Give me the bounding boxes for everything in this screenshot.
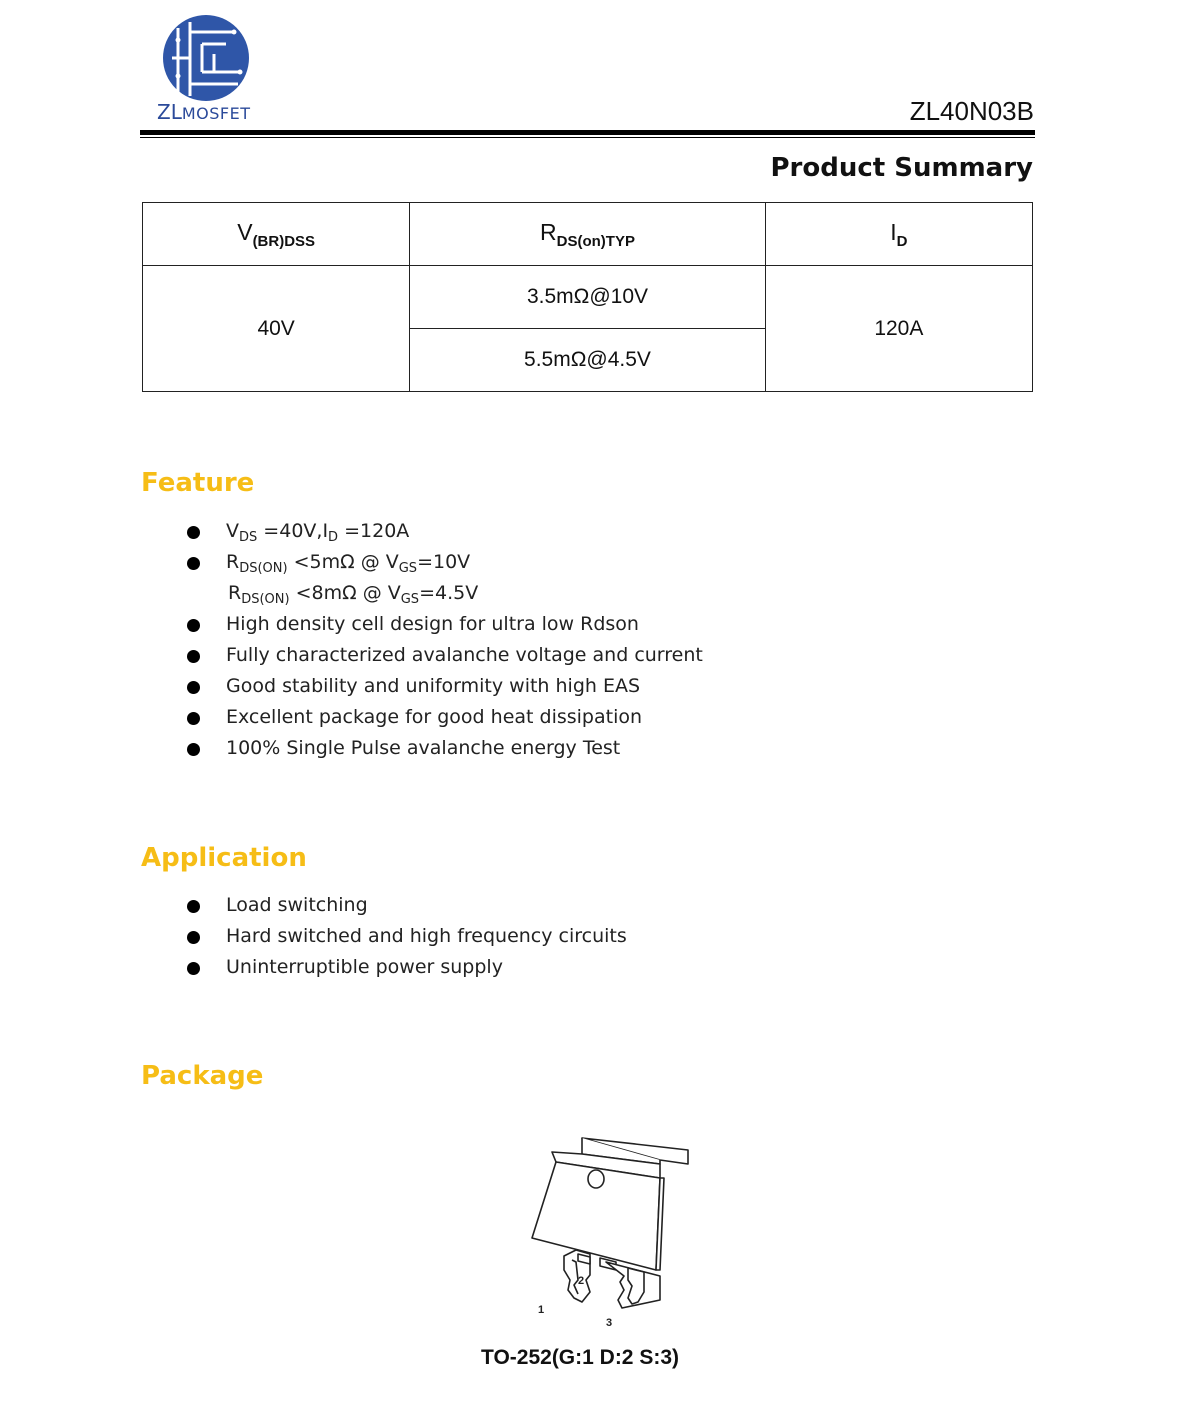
- package-caption: TO-252(G:1 D:2 S:3): [481, 1346, 679, 1369]
- header-rule-thin: [140, 137, 1035, 138]
- pin-2-label: 2: [578, 1275, 585, 1287]
- bullet-icon: [187, 557, 200, 570]
- feature-list: [186, 516, 703, 764]
- cell-rdson-4v5: 5.5mΩ@4.5V: [410, 329, 765, 392]
- logo-wordmark: ZLMOSFET: [157, 100, 251, 124]
- cell-id: 120A: [765, 266, 1032, 392]
- feature-item: Excellent package for good heat dissipation: [186, 702, 703, 733]
- bullet-icon: [187, 743, 200, 756]
- feature-item: $R_{DS(ON)} <5m\Omega$ @ $V_{GS}=10V$: [186, 547, 703, 578]
- to252-package-drawing: [520, 1130, 700, 1335]
- application-list: [186, 890, 627, 983]
- header-rule-thick: [140, 130, 1035, 135]
- application-title: Application: [141, 843, 307, 873]
- bullet-icon: [187, 526, 200, 539]
- bullet-icon: [187, 900, 200, 913]
- bullet-icon: [187, 619, 200, 632]
- feature-item: 100% Single Pulse avalanche energy Test: [186, 733, 703, 764]
- header-rdson: $R_{DS(on)TYP}$: [410, 203, 765, 266]
- package-title: Package: [141, 1061, 264, 1091]
- part-number: ZL40N03B: [909, 96, 1034, 126]
- cell-vbrdss: 40V: [143, 266, 410, 392]
- product-summary-table: [142, 202, 1033, 392]
- bullet-icon: [187, 681, 200, 694]
- bullet-icon: [187, 650, 200, 663]
- feature-item: $V_{DS} =40V,I_D =120A$: [186, 516, 703, 547]
- feature-item: $R_{DS(ON)} <8m\Omega$ @ $V_{GS}=4.5V$: [228, 582, 479, 607]
- application-item: Uninterruptible power supply: [186, 952, 627, 983]
- pin-3-label: 3: [606, 1317, 613, 1329]
- application-item: Load switching: [186, 890, 627, 921]
- pin-1-label: 1: [538, 1304, 545, 1316]
- product-summary-title: Product Summary: [770, 153, 1033, 183]
- feature-item: High density cell design for ultra low Rdson: [186, 609, 703, 640]
- feature-title: Feature: [141, 468, 255, 498]
- bullet-icon: [187, 712, 200, 725]
- application-item: Hard switched and high frequency circuits: [186, 921, 627, 952]
- feature-item: Fully characterized avalanche voltage and current: [186, 640, 703, 671]
- bullet-icon: [187, 962, 200, 975]
- header-vbrdss: $V_{(BR)DSS}$: [143, 203, 410, 266]
- header-id: $I_D$: [765, 203, 1032, 266]
- feature-item: Good stability and uniformity with high EAS: [186, 671, 703, 702]
- cell-rdson-10v: 3.5mΩ@10V: [410, 266, 765, 329]
- bullet-icon: [187, 931, 200, 944]
